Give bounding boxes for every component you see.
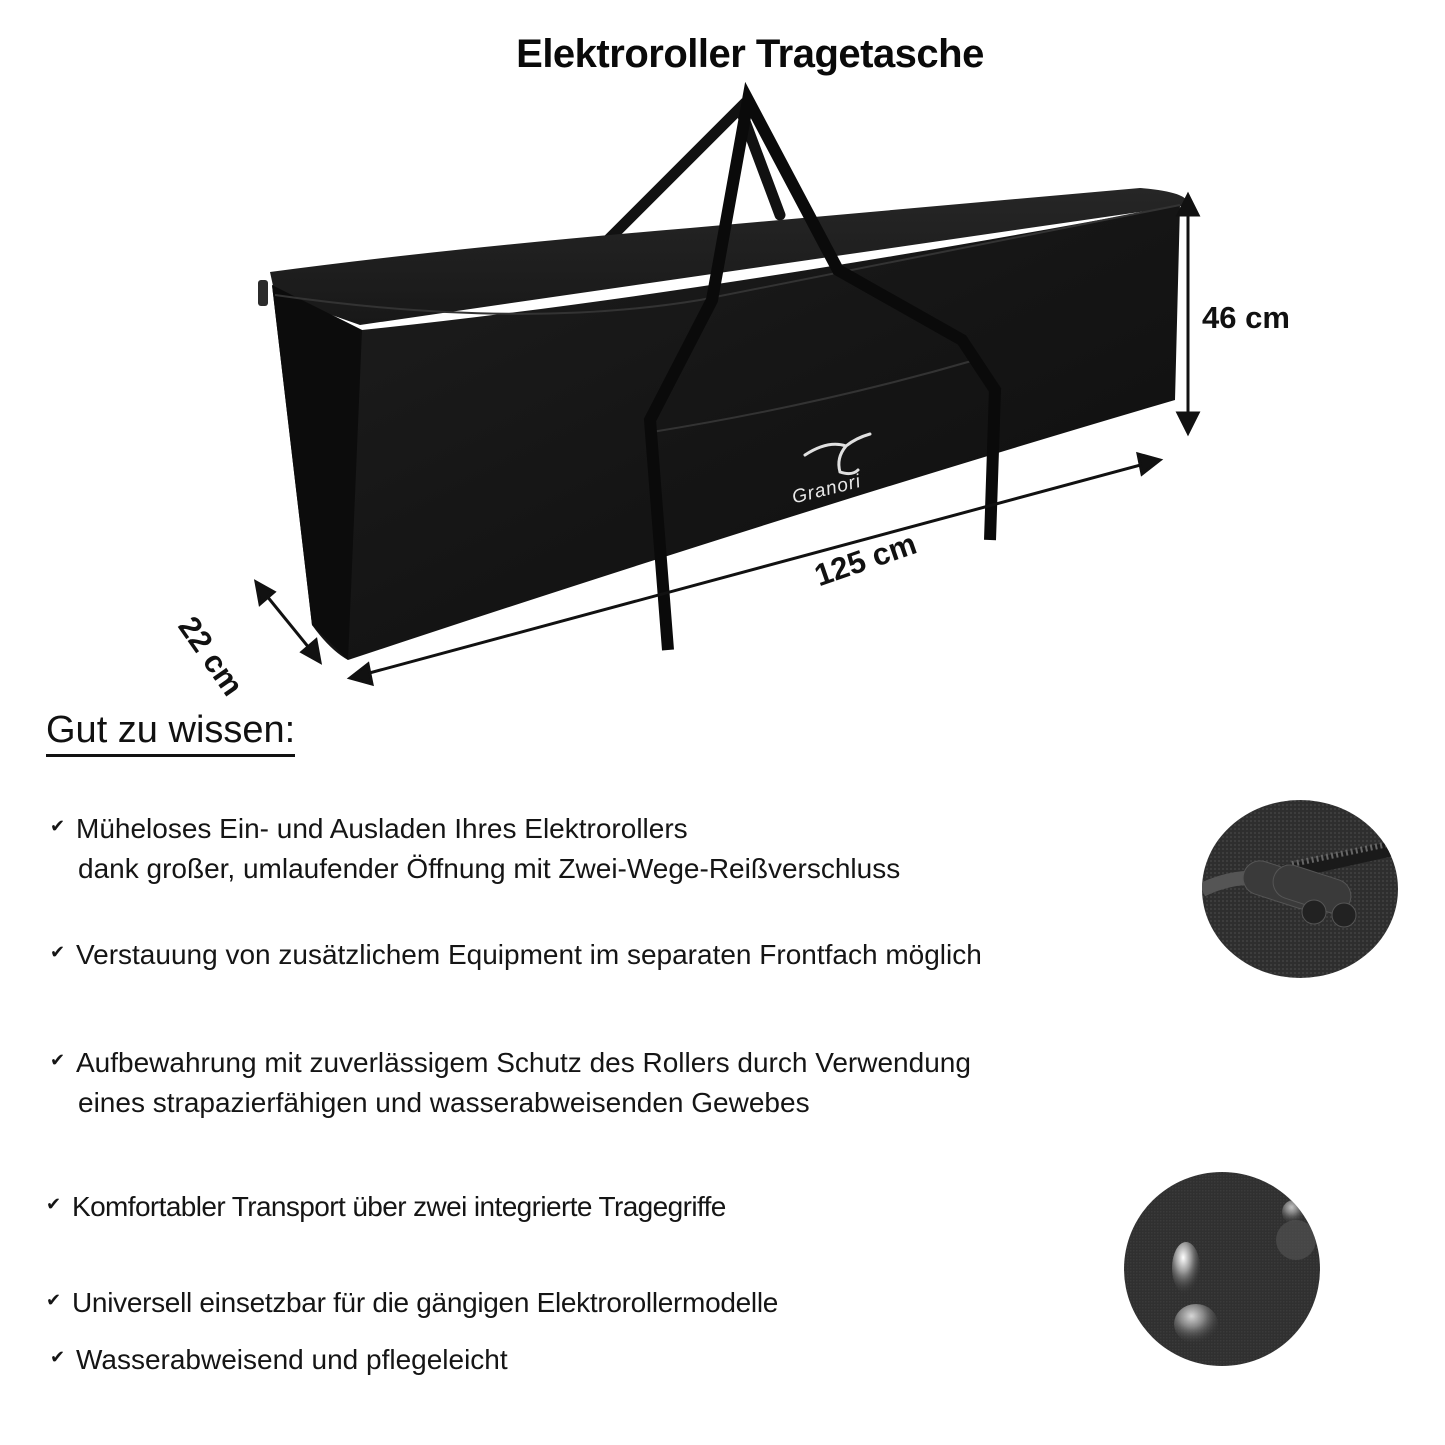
page-title: Elektroroller Tragetasche	[516, 32, 984, 76]
feature-item	[46, 1184, 726, 1227]
handle-back	[608, 108, 780, 240]
feature-item	[46, 1280, 778, 1323]
feature-text: Wasserabweisend und pflegeleicht	[76, 1344, 508, 1375]
check-icon: ✔	[46, 1290, 61, 1310]
feature-text: Komfortabler Transport über zwei integrierte Tragegriffe	[72, 1191, 726, 1222]
check-icon: ✔	[50, 1050, 66, 1070]
product-image-bag	[0, 0, 1445, 700]
feature-text: Müheloses Ein- und Ausladen Ihres Elektrorollers	[76, 813, 688, 844]
feature-item	[50, 932, 982, 975]
feature-item	[50, 1337, 508, 1380]
section-heading: Gut zu wissen:	[46, 708, 295, 757]
dimension-height: 46 cm	[1202, 300, 1290, 335]
dimension-length: 125 cm	[810, 525, 921, 594]
feature-text: Aufbewahrung mit zuverlässigem Schutz des Rollers durch Verwendung	[76, 1047, 971, 1078]
check-icon: ✔	[46, 1194, 61, 1214]
feature-item	[50, 1040, 971, 1123]
brand-name: Granori	[790, 470, 864, 509]
feature-text-cont: eines strapazierfähigen und wasserabweisenden Gewebes	[78, 1087, 810, 1118]
dimension-depth: 22 cm	[171, 610, 251, 703]
feature-text: Verstauung von zusätzlichem Equipment im separaten Frontfach möglich	[76, 939, 982, 970]
check-icon: ✔	[50, 816, 66, 836]
water-repellent-fabric-image	[1124, 1172, 1320, 1366]
bag-side	[272, 285, 362, 660]
feature-text: Universell einsetzbar für die gängigen Elektrorollermodelle	[72, 1287, 779, 1318]
zipper-detail-image	[1202, 800, 1398, 978]
feature-item	[50, 806, 900, 889]
check-icon: ✔	[50, 942, 66, 962]
feature-text-cont: dank großer, umlaufender Öffnung mit Zwei-Wege-Reißverschluss	[78, 853, 901, 884]
check-icon: ✔	[50, 1347, 66, 1367]
zipper-pull	[258, 280, 268, 306]
